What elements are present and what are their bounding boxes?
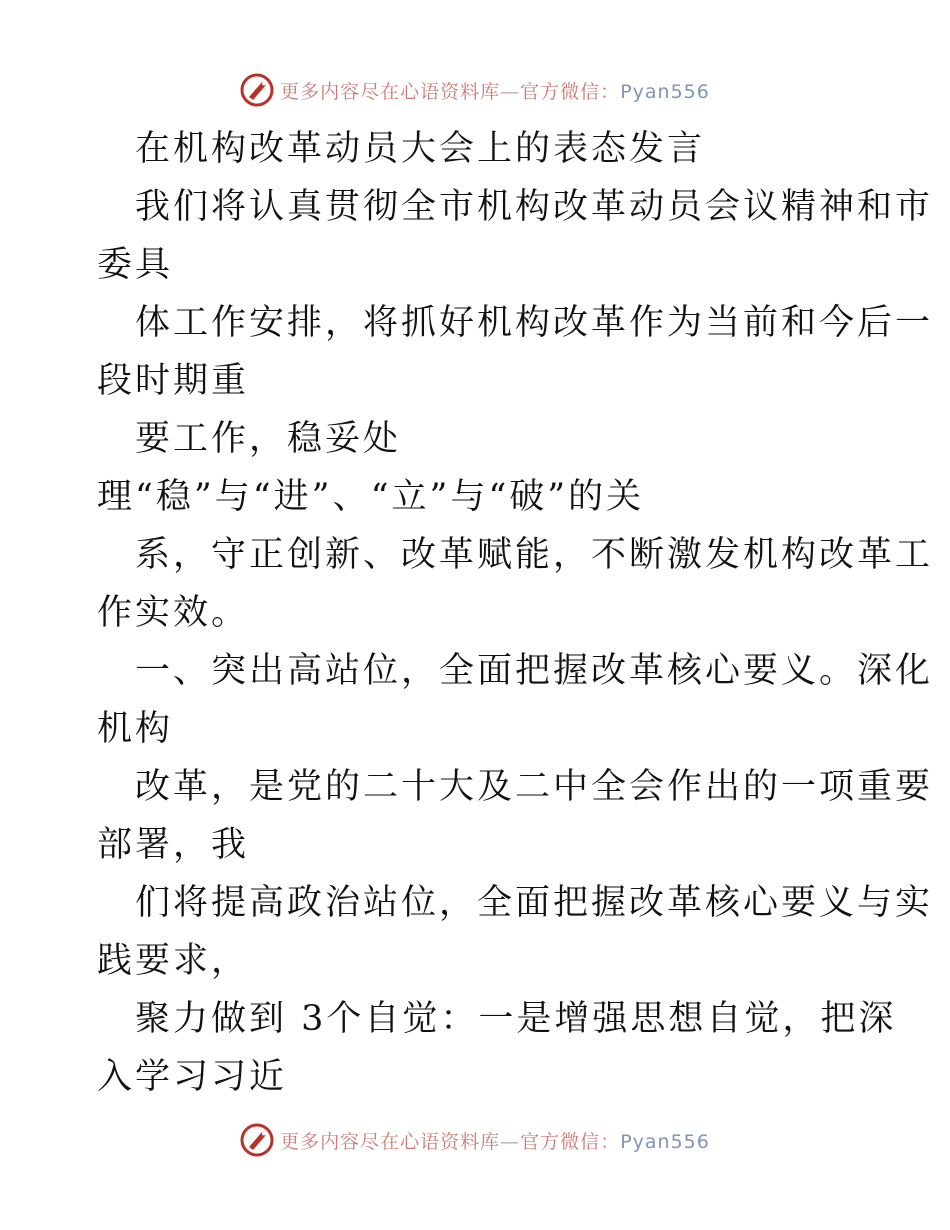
document-body [97,120,934,1106]
document-line: 委具 [97,245,174,285]
banner-wechat-id: Pyan556 [620,80,710,103]
document-line: 改革，是党的二十大及二中全会作出的一项重要 [135,767,934,807]
document-line: 践要求， [97,941,250,981]
document-line: 部署，我 [97,825,250,865]
banner-separator: — [500,1130,521,1153]
banner-text-group [280,77,710,104]
banner-site-text: 更多内容尽在心语资料库 [280,80,501,103]
header-banner [0,70,950,110]
pen-logo-icon [240,1123,274,1157]
document-line: 作实效。 [97,593,250,633]
document-line: 体工作安排，将抓好机构改革作为当前和今后一 [135,303,934,343]
document-line: 段时期重 [97,361,250,401]
document-line: 要工作，稳妥处 [135,419,402,459]
banner-text-group [280,1127,710,1154]
document-line: 理“稳”与“进”、“立”与“破”的关 [97,477,645,517]
document-line: 聚力做到 3个自觉：一是增强思想自觉，把深 [135,999,897,1039]
banner-separator: — [500,80,521,103]
document-line: 系，守正创新、改革赋能，不断激发机构改革工 [135,535,934,575]
document-line: 在机构改革动员大会上的表态发言 [135,129,706,169]
document-line: 一、突出高站位，全面把握改革核心要义。深化 [135,651,934,691]
banner-wechat-label: 官方微信： [520,1130,621,1153]
banner-site-text: 更多内容尽在心语资料库 [280,1130,501,1153]
document-line: 入学习习近 [97,1057,288,1097]
document-line: 们将提高政治站位，全面把握改革核心要义与实 [135,883,934,923]
document-line: 机构 [97,709,174,749]
banner-wechat-label: 官方微信： [520,80,621,103]
document-line: 我们将认真贯彻全市机构改革动员会议精神和市 [135,187,934,227]
footer-banner [0,1120,950,1160]
pen-logo-icon [240,73,274,107]
banner-wechat-id: Pyan556 [620,1130,710,1153]
